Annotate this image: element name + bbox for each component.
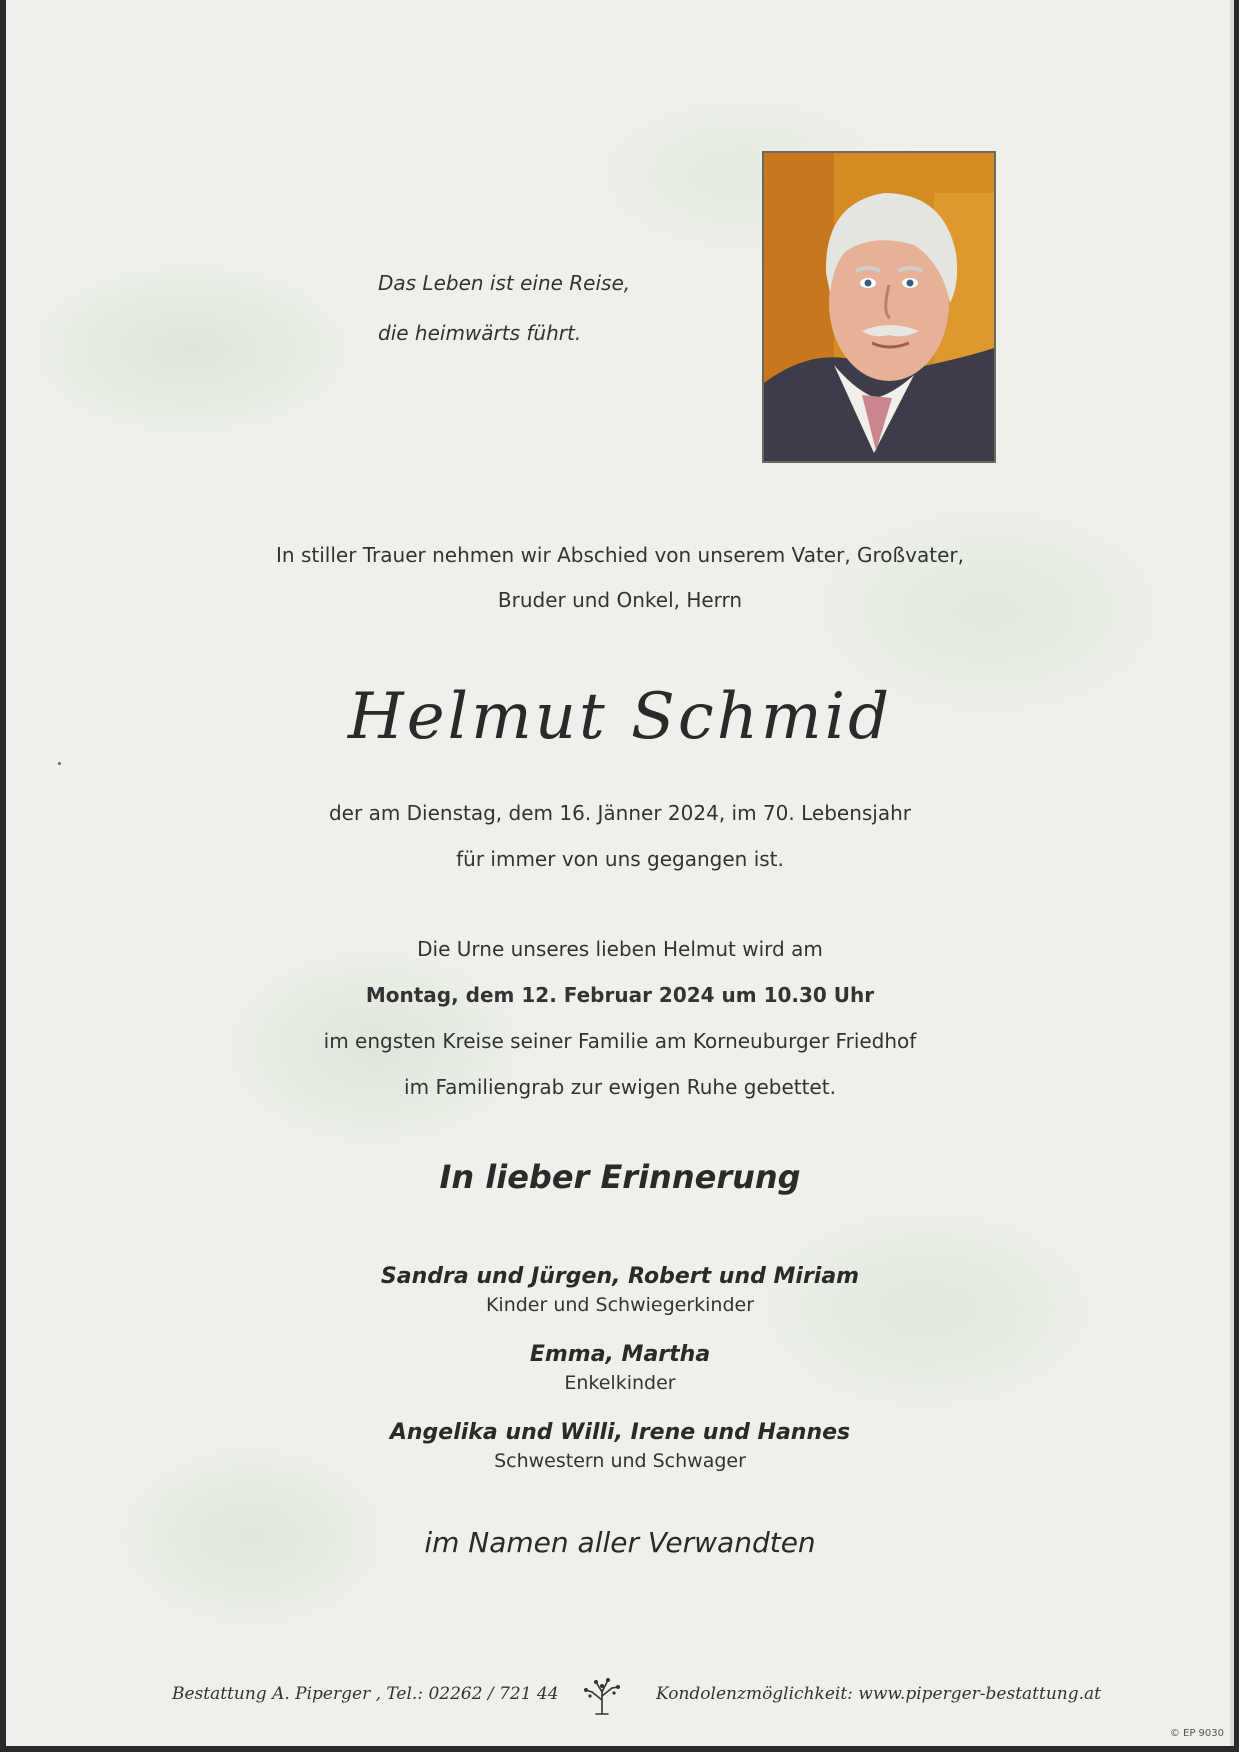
mourner-group-children [6, 1262, 1234, 1318]
portrait-photo [762, 151, 996, 463]
death-line-2: für immer von uns gegangen ist. [456, 847, 784, 871]
speck [58, 762, 61, 765]
mourner-group-siblings [6, 1418, 1234, 1474]
intro-line-1: In stiller Trauer nehmen wir Abschied von unserem Vater, Großvater, [276, 543, 964, 567]
motto [378, 258, 678, 358]
mourner-names: Emma, Martha [529, 1342, 711, 1367]
mourner-group-grandchildren [6, 1340, 1234, 1396]
mourner-relation: Enkelkinder [564, 1372, 676, 1394]
funeral-line-4: im Familiengrab zur ewigen Ruhe gebettet. [404, 1075, 836, 1099]
closing-line: im Namen aller Verwandten [424, 1526, 816, 1559]
motto-line-1: Das Leben ist eine Reise, [378, 271, 631, 295]
funeral-line-3: im engsten Kreise seiner Familie am Korneuburger Friedhof [323, 1029, 917, 1053]
mourner-names: Sandra und Jürgen, Robert und Miriam [380, 1264, 860, 1289]
mourner-relation: Schwestern und Schwager [494, 1450, 746, 1472]
funeral-date: Montag, dem 12. Februar 2024 um 10.30 Uhr [365, 983, 875, 1007]
funeral-notice [6, 926, 1234, 1110]
death-line-1: der am Dienstag, dem 16. Jänner 2024, im 70. Lebensjahr [328, 801, 911, 825]
condolence-website: Kondolenzmöglichkeit: www.piperger-bestattung.at [656, 1684, 1101, 1704]
intro-line-2: Bruder und Onkel, Herrn [497, 588, 743, 612]
memory-heading: In lieber Erinnerung [439, 1158, 801, 1196]
mourner-relation: Kinder und Schwiegerkinder [485, 1294, 755, 1316]
mourners-list [6, 1262, 1234, 1496]
motto-line-2: die heimwärts führt. [378, 321, 582, 345]
print-code: © EP 9030 [1169, 1728, 1224, 1739]
tree-icon [580, 1674, 624, 1716]
intro-text [6, 533, 1234, 623]
obituary-sheet [6, 0, 1234, 1746]
funeral-home-contact: Bestattung A. Piperger , Tel.: 02262 / 721 44 [172, 1684, 559, 1704]
mourner-names: Angelika und Willi, Irene und Hannes [389, 1420, 851, 1445]
funeral-line-1: Die Urne unseres lieben Helmut wird am [417, 937, 823, 961]
deceased-name: Helmut Schmid [347, 680, 893, 754]
death-notice [6, 790, 1234, 882]
portrait-illustration [764, 153, 994, 461]
